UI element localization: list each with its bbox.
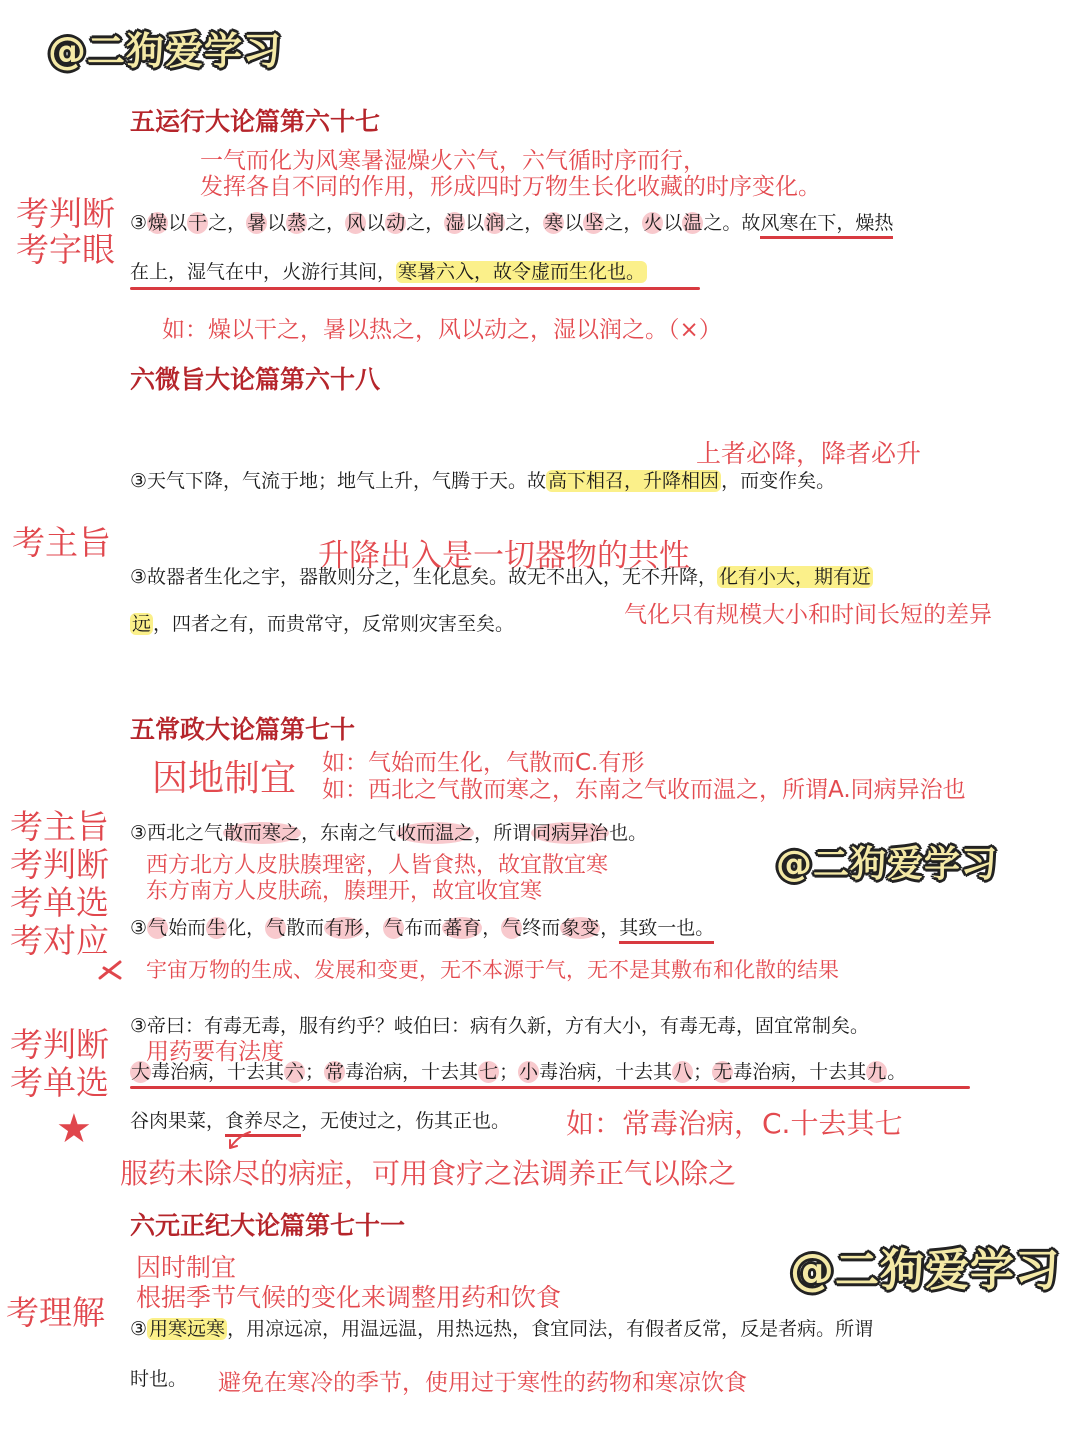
exam-tag: 考字眼 <box>16 230 115 269</box>
annotation: 一气而化为风寒暑湿燥火六气，六气循时序而行， <box>200 148 706 174</box>
watermark-mid: @二狗爱学习 <box>776 844 999 885</box>
verse-line: 远 ，四者之有，而贵常守，反常则灾害至矣。 <box>132 613 515 635</box>
verse-line: ③帝曰：有毒无毒，服有约乎？岐伯曰：病有久新，方有大小，有毒无毒，固宜常制矣。 <box>130 1015 870 1037</box>
underline <box>130 1086 970 1089</box>
exam-tag: 考判断 <box>10 845 109 884</box>
watermark-top: @二狗爱学习 <box>48 29 283 73</box>
annotation-large: 因地制宜 <box>152 758 297 799</box>
annotation-large: 服药未除尽的病症，可用食疗之法调养正气以除之 <box>120 1157 737 1190</box>
annotation: 根据季节气候的变化来调整用药和饮食 <box>136 1283 562 1312</box>
annotation: 东方南方人皮肤疏，腠理开，故宜收宜寒 <box>146 879 543 904</box>
verse-line: ③西北之气散而寒之，东南之气收而温之，所谓同病异治也。 <box>130 822 648 844</box>
section-title-1: 五运行大论篇第六十七 <box>130 107 381 136</box>
exam-tag: 考单选 <box>10 1063 109 1102</box>
verse-line: 谷肉果菜，食养尽之，无使过之，伤其正也。 <box>130 1106 510 1133</box>
exam-tag: 考判断 <box>10 1025 109 1064</box>
example-annotation: 如：燥以干之，暑以热之，风以动之，湿以润之。（×） <box>162 317 722 343</box>
exam-tag: 考单选 <box>10 883 109 922</box>
annotation: 发挥各自不同的作用，形成四时万物生长化收藏的时序变化。 <box>200 174 821 200</box>
example-annotation: 如：常毒治病，C.十去其七 <box>566 1107 903 1140</box>
underline <box>130 287 700 290</box>
verse-line: ③燥以干之，暑以蒸之，风以动之，湿以润之，寒以坚之，火以温之。故风寒在下，燥热 <box>130 208 893 235</box>
watermark-bottom: @二狗爱学习 <box>790 1245 1060 1296</box>
annotation: 上者必降，降者必升 <box>696 439 922 468</box>
arrow-icon <box>224 1128 254 1154</box>
hand-drawn-mark <box>96 956 126 982</box>
annotation-large: 升降出入是一切器物的共性 <box>318 538 690 574</box>
section-title-3: 五常政大论篇第七十 <box>130 715 356 744</box>
exam-tag: 考对应 <box>10 921 109 960</box>
exam-tag: 考主旨 <box>10 807 109 846</box>
annotation: 如：西北之气散而寒之，东南之气收而温之，所谓A.同病异治也 <box>322 777 966 803</box>
star-icon: ★ <box>56 1106 92 1152</box>
annotation: 避免在寒冷的季节，使用过于寒性的药物和寒凉饮食 <box>218 1370 747 1396</box>
section-title-2: 六微旨大论篇第六十八 <box>130 365 381 394</box>
annotation: 用药要有法度 <box>146 1039 284 1065</box>
section-title-5: 六元正纪大论篇第七十一 <box>130 1211 406 1240</box>
exam-tag: 考主旨 <box>12 523 111 562</box>
annotation: 西方北方人皮肤腠理密，人皆食热，故宜散宜寒 <box>146 853 609 878</box>
exam-tag: 考判断 <box>16 194 115 233</box>
verse-line: ③天气下降，气流于地；地气上升，气腾于天。故 高下相召，升降相因 ，而变作矣。 <box>130 470 836 492</box>
verse-line: ③故器者生化之宇，器散则分之，生化息矣。故无不出入，无不升降， 化有小大，期有近 <box>130 566 872 588</box>
verse-line: 时也。 <box>130 1368 188 1390</box>
verse-line: ③气始而生化，气散而有形，气布而蕃育，气终而象变，其致一也。 <box>130 913 714 940</box>
verse-line: 在上，湿气在中，火游行其间， 寒暑六入，故令虚而生化也。 <box>130 261 646 283</box>
annotation: 因时制宜 <box>136 1253 237 1282</box>
exam-tag: 考理解 <box>6 1293 105 1332</box>
annotation: 气化只有规模大小和时间长短的差异 <box>624 602 992 628</box>
annotation: 如：气始而生化，气散而C.有形 <box>322 750 645 776</box>
verse-line: 大毒治病，十去其六；常毒治病，十去其七；小毒治病，十去其八；无毒治病，十去其九。 <box>131 1061 907 1083</box>
verse-line: ③ 用寒远寒 ，用凉远凉，用温远温，用热远热，食宜同法，有假者反常，反是者病。所谓 <box>130 1318 874 1340</box>
annotation: 宇宙万物的生成、发展和变更，无不本源于气，无不是其敷布和化散的结果 <box>146 958 839 982</box>
